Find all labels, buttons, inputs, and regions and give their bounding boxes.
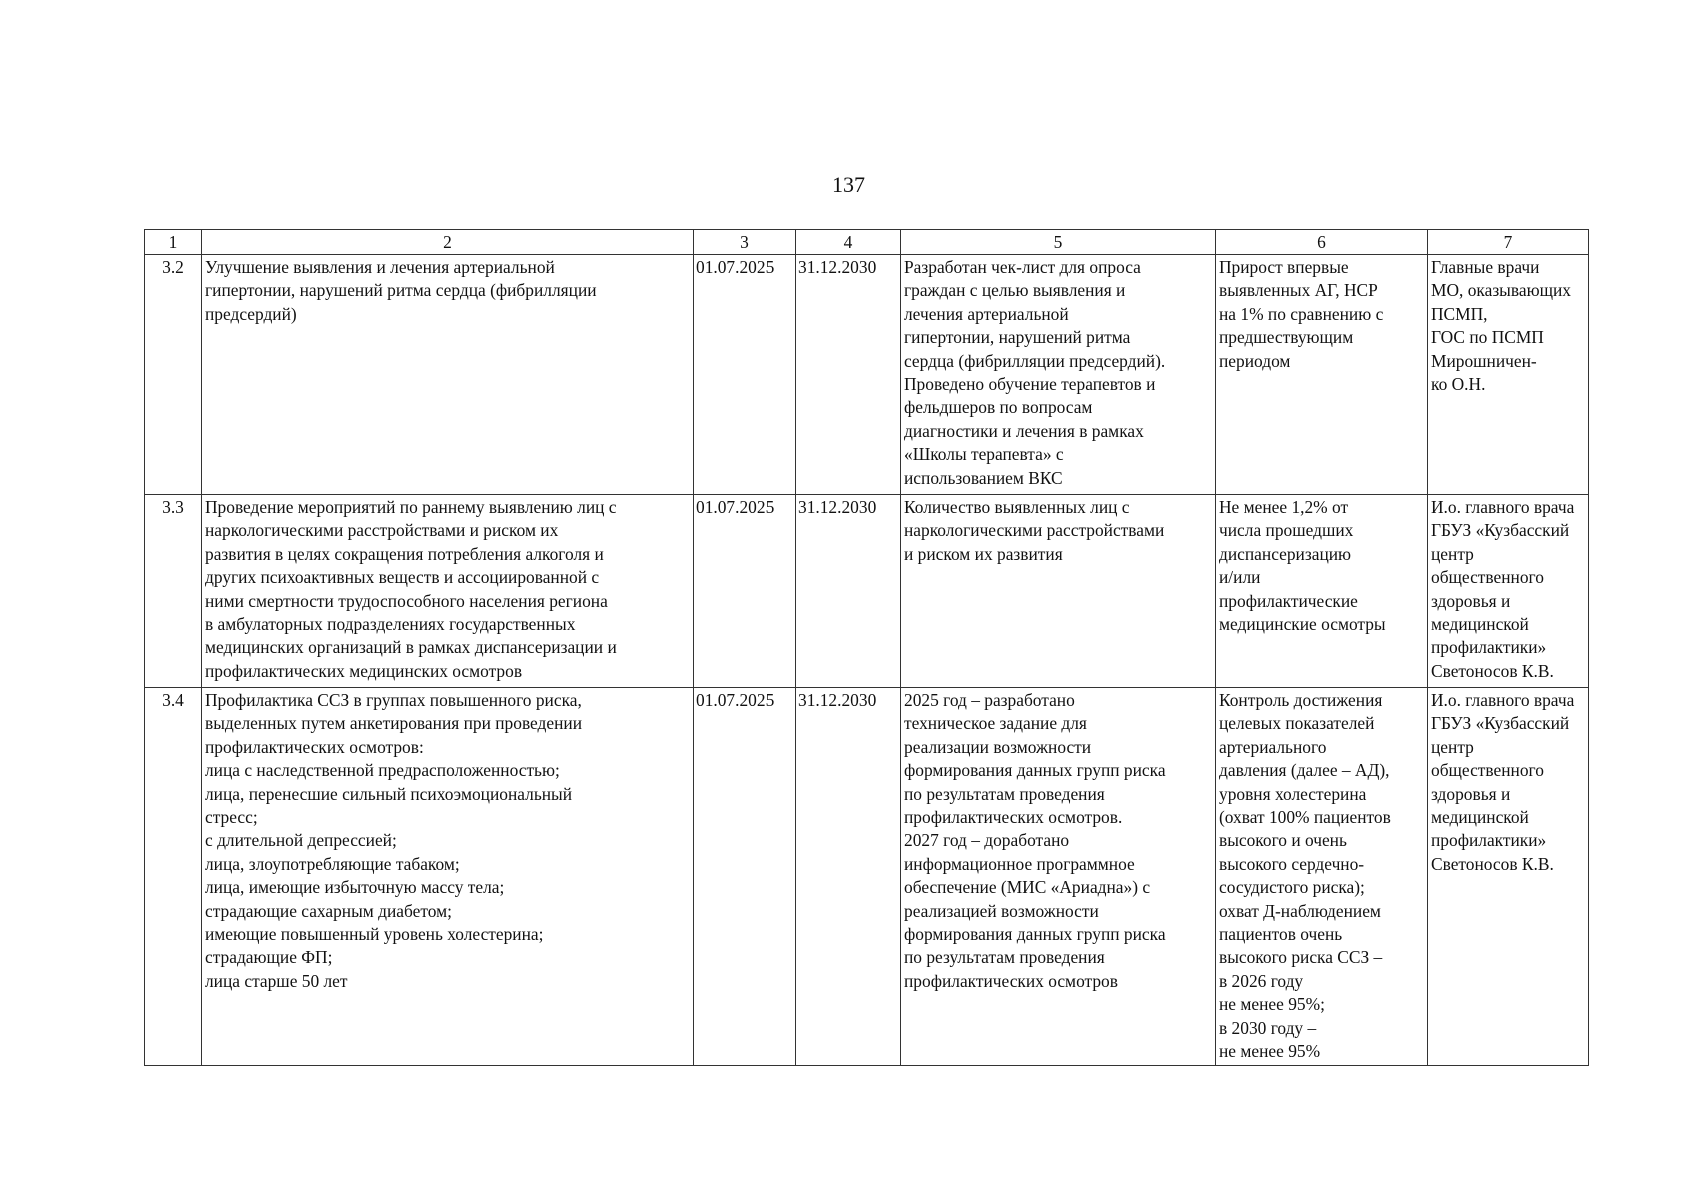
- column-header: 2: [202, 230, 694, 255]
- measures-table: [144, 229, 1589, 1066]
- indicator-cell: Не менее 1,2% от числа прошедших диспансеризацию и/или профилактические медицинские осмотры: [1216, 495, 1428, 688]
- indicator-cell: Прирост впервые выявленных АГ, НСР на 1% по сравнению с предшествующим периодом: [1216, 255, 1428, 495]
- table-row: [145, 255, 1589, 495]
- row-number: 3.3: [145, 495, 202, 688]
- table-row: [145, 688, 1589, 1066]
- header-row: [145, 230, 1589, 255]
- row-number: 3.2: [145, 255, 202, 495]
- table-row: [145, 495, 1589, 688]
- responsible-cell: И.о. главного врача ГБУЗ «Кузбасский центр общественного здоровья и медицинской профилактики» Светоносов К.В.: [1428, 688, 1589, 1066]
- column-header: 4: [796, 230, 901, 255]
- column-header: 5: [901, 230, 1216, 255]
- responsible-cell: И.о. главного врача ГБУЗ «Кузбасский центр общественного здоровья и медицинской профилактики» Светоносов К.В.: [1428, 495, 1589, 688]
- column-header: 3: [694, 230, 796, 255]
- end-date-cell: 31.12.2030: [796, 688, 901, 1066]
- measure-cell: Проведение мероприятий по раннему выявлению лиц с наркологическими расстройствами и риском их развития в целях сокращения потребления алкоголя и других психоактивных веществ и ассоциированной с ними смертности трудоспособного населения региона в амбулаторных подразделениях государственных медицинских организаций в рамках диспансеризации и профилактических медицинских осмотров: [202, 495, 694, 688]
- result-cell: Количество выявленных лиц с наркологическими расстройствами и риском их развития: [901, 495, 1216, 688]
- result-cell: 2025 год – разработано техническое задание для реализации возможности формирования данных групп риска по результатам проведения профилактических осмотров. 2027 год – доработано информационное программное обеспечение (МИС «Ариадна») с реализацией возможности формирования данных групп риска по результатам проведения профилактических осмотров: [901, 688, 1216, 1066]
- page-number: 137: [832, 172, 865, 197]
- end-date-cell: 31.12.2030: [796, 255, 901, 495]
- column-header: 1: [145, 230, 202, 255]
- end-date-cell: 31.12.2030: [796, 495, 901, 688]
- measure-cell: Профилактика ССЗ в группах повышенного риска, выделенных путем анкетирования при проведении профилактических осмотров: лица с наследственной предрасположенностью; лица, перенесшие сильный психоэмоциональный стресс; с длительной депрессией; лица, злоупотребляющие табаком; лица, имеющие избыточную массу тела; страдающие сахарным диабетом; имеющие повышенный уровень холестерина; страдающие ФП; лица старше 50 лет: [202, 688, 694, 1066]
- responsible-cell: Главные врачи МО, оказывающих ПСМП, ГОС по ПСМП Мирошничен- ко О.Н.: [1428, 255, 1589, 495]
- column-header: 7: [1428, 230, 1589, 255]
- indicator-cell: Контроль достижения целевых показателей артериального давления (далее – АД), уровня холестерина (охват 100% пациентов высокого и очень высокого сердечно- сосудистого риска); охват Д-наблюдением пациентов очень высокого риска ССЗ – в 2026 году не менее 95%; в 2030 году – не менее 95%: [1216, 688, 1428, 1066]
- result-cell: Разработан чек-лист для опроса граждан с целью выявления и лечения артериальной гипертонии, нарушений ритма сердца (фибрилляции предсердий). Проведено обучение терапевтов и фельдшеров по вопросам диагностики и лечения в рамках «Школы терапевта» с использованием ВКС: [901, 255, 1216, 495]
- start-date-cell: 01.07.2025: [694, 255, 796, 495]
- measure-cell: Улучшение выявления и лечения артериальной гипертонии, нарушений ритма сердца (фибрилляции предсердий): [202, 255, 694, 495]
- start-date-cell: 01.07.2025: [694, 495, 796, 688]
- start-date-cell: 01.07.2025: [694, 688, 796, 1066]
- column-header: 6: [1216, 230, 1428, 255]
- row-number: 3.4: [145, 688, 202, 1066]
